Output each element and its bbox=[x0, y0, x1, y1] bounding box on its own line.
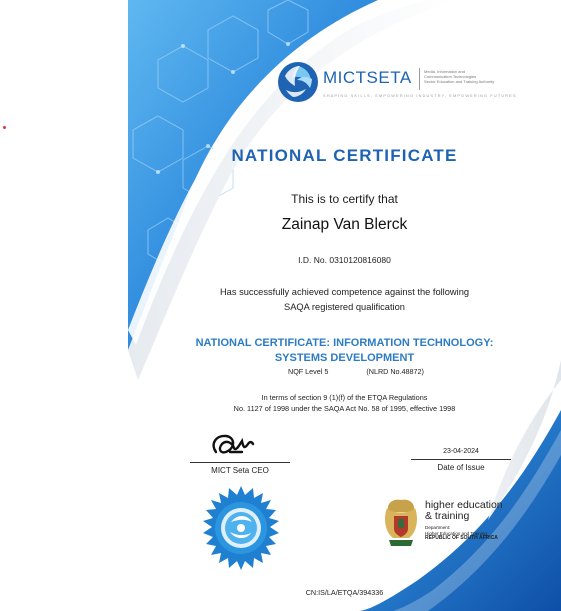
mictseta-seal bbox=[198, 485, 284, 571]
qualification-name: NATIONAL CERTIFICATE: INFORMATION TECHNOLOGY: SYSTEMS DEVELOPMENT bbox=[195, 337, 494, 364]
issue-date: 23-04-2024 bbox=[443, 448, 479, 455]
certificate-page bbox=[128, 0, 561, 611]
ceo-title: MICT Seta CEO bbox=[211, 466, 269, 475]
date-line bbox=[411, 459, 511, 460]
certify-text: This is to certify that bbox=[291, 192, 398, 206]
mictseta-logo bbox=[276, 60, 536, 110]
ceo-signature-line bbox=[190, 462, 290, 463]
logo-tagline: Media, Information and Communication Technologies Sector Education and Training Authority bbox=[424, 69, 495, 84]
dhet-logo: higher education & training Department: Higher Education and Training REPUBLIC OF SOUTH AFRICA bbox=[425, 499, 503, 541]
coat-of-arms-icon bbox=[383, 498, 419, 548]
reference-number: CN:IS/LA/ETQA/394336 bbox=[305, 588, 384, 597]
ceo-signature bbox=[208, 432, 258, 462]
id-number: I.D. No. 0310120816080 bbox=[298, 255, 391, 265]
logo-wordmark: MICTSETA bbox=[323, 68, 412, 87]
page-margin bbox=[0, 0, 128, 611]
logo-divider bbox=[419, 68, 420, 90]
nqf-info bbox=[288, 367, 488, 376]
date-label: Date of Issue bbox=[437, 463, 485, 472]
mictseta-emblem-icon bbox=[276, 60, 320, 104]
margin-dot bbox=[3, 126, 6, 129]
achievement-statement: Has successfully achieved competence against the following SAQA registered qualification bbox=[219, 287, 470, 312]
certificate-title: NATIONAL CERTIFICATE bbox=[231, 146, 458, 165]
recipient-name: Zainap Van Blerck bbox=[281, 216, 408, 233]
nqf-level: NQF Level 5 bbox=[288, 367, 329, 376]
logo-slogan: SHAPING SKILLS, EMPOWERING INDUSTRY, EMPOWERING FUTURES bbox=[323, 94, 517, 98]
regulation-statement: In terms of section 9 (1)(f) of the ETQA Regulations No. 1127 of 1998 under the SAQA Act No. 58 of 1995, effective 1998 bbox=[233, 393, 456, 413]
nlrd-number: (NLRD No.48872) bbox=[366, 367, 424, 376]
